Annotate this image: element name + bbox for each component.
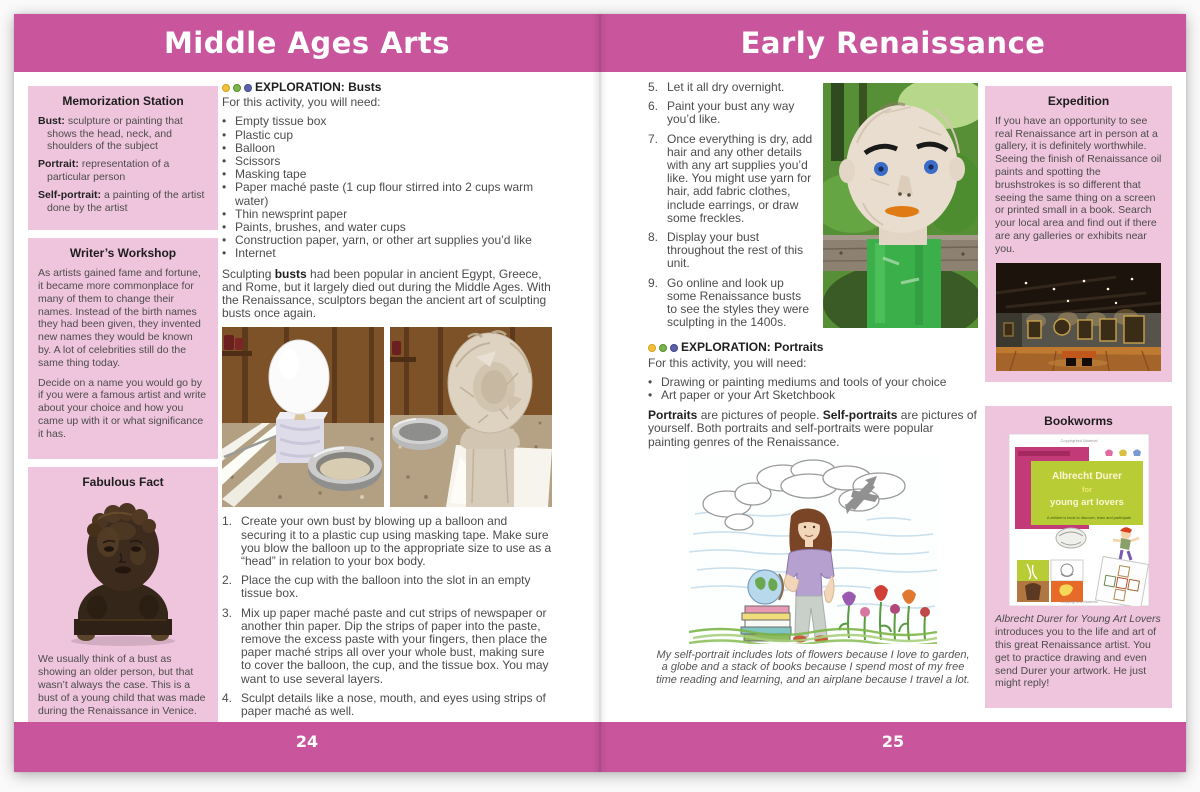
step-item: 7. Once everything is dry, add hair and any other details with any art supplies you’d like. You might use yarn for hair, add fabric clothes, include earrings, or draw some freckles. [648,131,813,225]
self-portrait-drawing [687,456,939,644]
fabulous-fact-box [28,467,218,736]
definition-item: Self-portrait: a painting of the artist done by the artist [38,188,205,214]
svg-text:young art lovers: young art lovers [1049,497,1124,509]
material-item: • Balloon [222,140,276,155]
svg-text:Copyrighted Material: Copyrighted Material [1060,438,1097,444]
fabulous-fact-title: Fabulous Fact [82,474,164,489]
busts-steps-1-4 [222,515,552,718]
definition-item: Bust: sculpture or painting that shows the head, neck, and shoulders of the subject [38,114,183,153]
right-page-title: Early Renaissance [740,26,1046,60]
bronze-child-bust-photo [48,495,198,647]
portraits-paragraph: Portraits are pictures of people. Self-portraits are pictures of yourself. Both portraits and self-portraits were popular painting genres of the Renaissance. [648,408,977,449]
svg-text:Albrecht Durer: Albrecht Durer [1051,471,1122,483]
right-header-bar [600,14,1186,72]
busts-paragraph: Sculpting busts had been popular in ancient Egypt, Greece, and Rome, but it largely died out during the Middle Ages. With the Renaissance, sculptors began the ancient art of sculpting busts once again. [222,266,551,321]
memorization-station-box [28,86,218,230]
bookworms-text: Albrecht Durer for Young Art Lovers introduces you to the life and art of this great Renaissance artist. You get to practice drawing and even send Durer your artwork. He just might reply! [995,613,1161,690]
albrecht-durer-book-cover [1009,434,1149,606]
material-item: • Masking tape [222,167,307,182]
left-footer-bar [14,722,600,772]
material-item: • Drawing or painting mediums and tools of your choice [648,374,947,389]
right-main-column [648,72,978,722]
material-item: • Paper maché paste (1 cup flour stirred into 2 cups warm water) [222,180,534,208]
portrait-materials-list [648,376,978,402]
balloon-cup-tissue-box-photo [222,327,384,507]
step-item: 1. Create your own bust by blowing up a balloon and securing it to a plastic cup using masking tape. Make sure you blow the balloon up to the appropriate size to use as a “head” in relation to your box body. [222,514,552,569]
level-dot-green-icon [233,84,241,92]
sidebar-paragraph: Decide on a name you would go by if you were a famous artist and write about your choice and how you came up with it or what significance it has. [38,376,207,440]
step-item: 8. Display your bust throughout the rest of this unit. [648,230,804,271]
step-item: 2. Place the cup with the balloon into the slot in an empty tissue box. [222,573,531,601]
material-item: • Art paper or your Art Sketchbook [648,388,836,403]
sidebar-paragraph: As artists gained fame and fortune, it became more commonplace for many of them to change their names. Instead of the birth names they had been given, they invented new names they would be known by. A lot of celebrities still do the same thing today. [38,267,201,369]
book-spread [14,14,1186,772]
painted-bust-photo [823,83,978,328]
writers-workshop-box [28,238,218,458]
page-left [14,14,600,772]
expedition-title: Expedition [1047,94,1110,108]
materials-intro: For this activity, you will need: [222,95,381,110]
page-seam [592,14,608,772]
level-dot-yellow-icon [648,344,656,352]
memorization-station-title: Memorization Station [62,94,184,108]
materials-list [222,115,552,260]
step-item: 9. Go online and look up some Renaissance busts to see the styles they were sculpting in the 1400s. [648,275,810,330]
material-item: • Empty tissue box [222,114,327,129]
expedition-box [985,86,1172,382]
left-main-column [222,72,552,722]
right-page-number: 25 [881,732,905,751]
left-page-title: Middle Ages Arts [163,26,451,60]
material-item: • Thin newsprint paper [222,206,348,221]
exploration-busts-label: EXPLORATION: Busts [255,80,382,94]
busts-steps-5-9-block [648,81,978,335]
exploration-portraits-heading [648,341,978,354]
level-dot-purple-icon [244,84,252,92]
level-dot-purple-icon [670,344,678,352]
material-item: • Plastic cup [222,127,294,142]
self-portrait-caption: My self-portrait includes lots of flowers because I love to garden, a globe and a stack of books because I spend most of my free time reading and learning, and an airplane because I travel a lot. [656,648,970,687]
materials-intro: For this activity, you will need: [648,355,807,370]
definition-item: Portrait: representation of a particular person [38,158,170,183]
material-item: • Scissors [222,154,281,169]
material-item: • Internet [222,246,276,261]
right-footer-bar [600,722,1186,772]
art-gallery-photo [996,263,1161,371]
page-right [600,14,1186,772]
exploration-portraits-label: EXPLORATION: Portraits [681,340,824,355]
level-dot-yellow-icon [222,84,230,92]
material-item: • Construction paper, yarn, or other art supplies you’d like [222,233,532,248]
busts-photo-row [222,327,552,507]
step-item: 4. Sculpt details like a nose, mouth, and eyes using strips of paper maché as well. [222,690,546,719]
bookworms-box [985,406,1172,709]
definition-list [38,115,208,215]
step-item: 3. Mix up paper maché paste and cut strips of newspaper or another thin paper. Dip the strips of paper into the paste, remove the excess paste with your fingers, then place the paper maché strips all over your whole bust, making sure to cover the balloon, the cup, and the tissue box. You may want to use several layers. [222,605,549,686]
svg-text:Copyrighted Material: Copyrighted Material [1060,599,1097,605]
step-item: 5. Let it all dry overnight. [648,80,785,94]
expedition-text: If you have an opportunity to see real Renaissance art in person at a gallery, it is definitely worthwhile. Seeing the finish of Renaissance oil paints and spotting the brushstrokes is so different that seeing the same thing on a screen or printed small in a book. Search your local area and find out if there are any galleries or exhibits near you. [995,114,1162,255]
fabulous-fact-text: We usually think of a bust as showing an older person, but that wasn’t always the case. This is a bust of a young child that was made during the Renaissance in Venice. [38,653,206,717]
writers-workshop-title: Writer’s Workshop [69,246,177,261]
left-sidebar [28,86,218,735]
svg-text:A children's book to discover,: A children's book to discover, learn and participate [1046,516,1131,521]
material-item: • Paints, brushes, and water cups [222,220,406,235]
left-header-bar [14,14,600,72]
left-page-number: 24 [295,732,319,751]
level-dot-green-icon [659,344,667,352]
svg-text:for: for [1081,485,1092,495]
bookworms-title: Bookworms [1044,413,1113,428]
writers-workshop-text [38,267,208,440]
step-item: 6. Paint your bust any way you’d like. [648,99,795,127]
exploration-busts-heading [222,81,552,94]
paper-mache-bust-photo [390,327,552,507]
right-sidebar [985,86,1172,708]
